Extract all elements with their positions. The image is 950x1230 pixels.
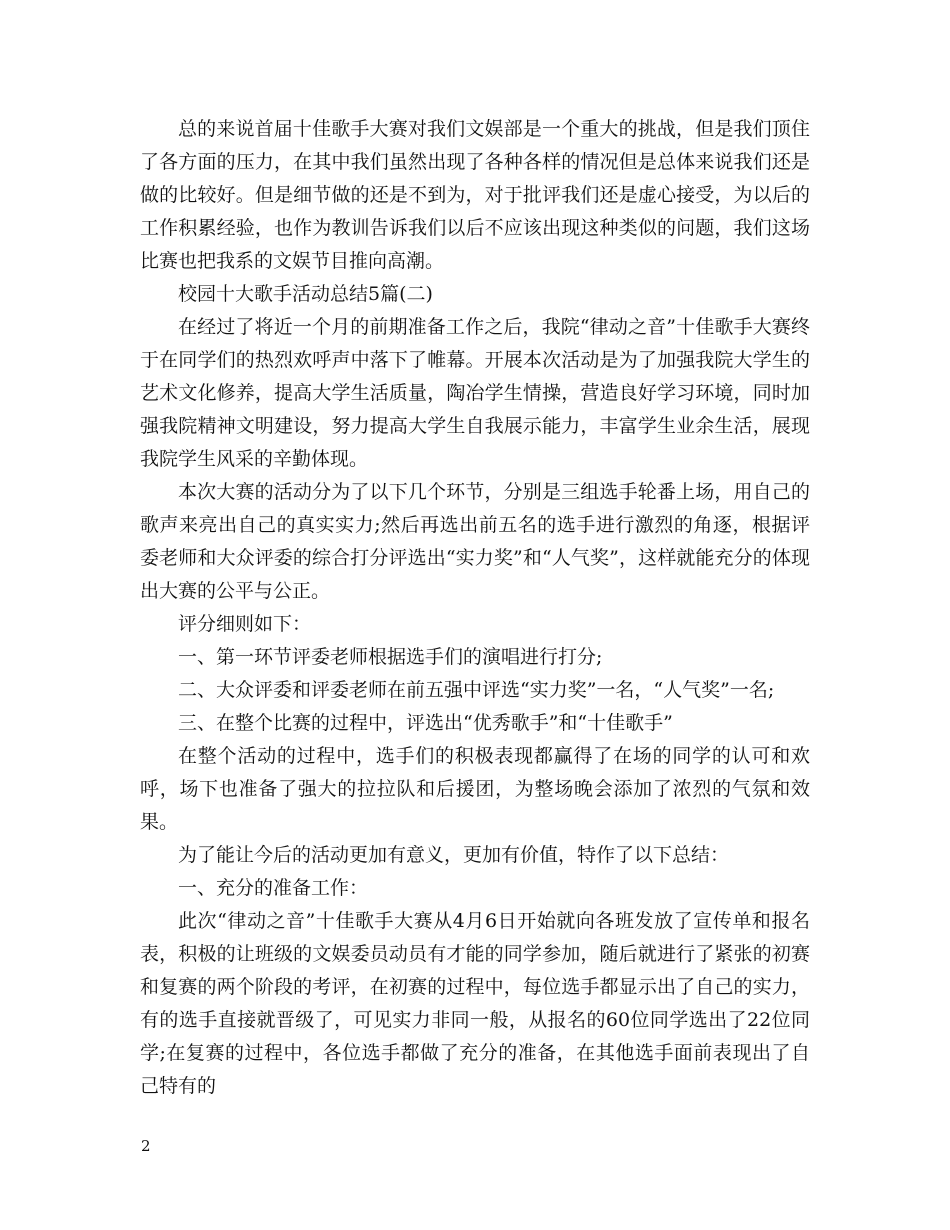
paragraph-3: 本次大赛的活动分为了以下几个环节，分别是三组选手轮番上场，用自己的歌声来亮出自己的真实实力;然后再选出前五名的选手进行激烈的角逐，根据评委老师和大众评委的综合打分评选出“实力奖”和“人气奖”，这样就能充分的体现出大赛的公平与公正。	[140, 481, 810, 602]
section-heading: 校园十大歌手活动总结5篇(二)	[178, 283, 433, 305]
scoring-rule-2: 二、大众评委和评委老师在前五强中评选“实力奖”一名，“人气奖”一名;	[178, 679, 775, 701]
paragraph-2: 在经过了将近一个月的前期准备工作之后，我院“律动之音”十佳歌手大赛终于在同学们的热烈欢呼声中落下了帷幕。开展本次活动是为了加强我院大学生的艺术文化修养，提高大学生活质量，陶冶学生情操，营造良好学习环境，同时加强我院精神文明建设，努力提高大学生自我展示能力，丰富学生业余生活，展现我院学生风采的辛勤体现。	[140, 316, 810, 470]
paragraph-6: 此次“律动之音”十佳歌手大赛从4月6日开始就向各班发放了宣传单和报名表，积极的让班级的文娱委员动员有才能的同学参加，随后就进行了紧张的初赛和复赛的两个阶段的考评，在初赛的过程中，每位选手都显示出了自己的实力，有的选手直接就晋级了，可见实力非同一般，从报名的60位同学选出了22位同学;在复赛的过程中，各位选手都做了充分的准备，在其他选手面前表现出了自己特有的	[140, 910, 810, 1097]
page-number: 2	[141, 1137, 151, 1155]
page-body	[140, 113, 810, 1103]
scoring-rule-3: 三、在整个比赛的过程中，评选出“优秀歌手”和“十佳歌手”	[178, 712, 673, 734]
scoring-rule-1: 一、第一环节评委老师根据选手们的演唱进行打分;	[178, 646, 603, 668]
paragraph-4: 在整个活动的过程中，选手们的积极表现都赢得了在场的同学的认可和欢呼，场下也准备了强大的拉拉队和后援团，为整场晚会添加了浓烈的气氛和效果。	[140, 745, 810, 833]
scoring-rules-heading: 评分细则如下：	[178, 613, 312, 635]
paragraph-5: 为了能让今后的活动更加有意义，更加有价值，特作了以下总结：	[178, 844, 730, 866]
paragraph-1: 总的来说首届十佳歌手大赛对我们文娱部是一个重大的挑战，但是我们顶住了各方面的压力，在其中我们虽然出现了各种各样的情况但是总体来说我们还是做的比较好。但是细节做的还是不到为，对于批评我们还是虚心接受，为以后的工作积累经验，也作为教训告诉我们以后不应该出现这种类似的问题，我们这场比赛也把我系的文娱节目推向高潮。	[140, 118, 810, 272]
summary-item-1-heading: 一、充分的准备工作：	[178, 877, 369, 899]
